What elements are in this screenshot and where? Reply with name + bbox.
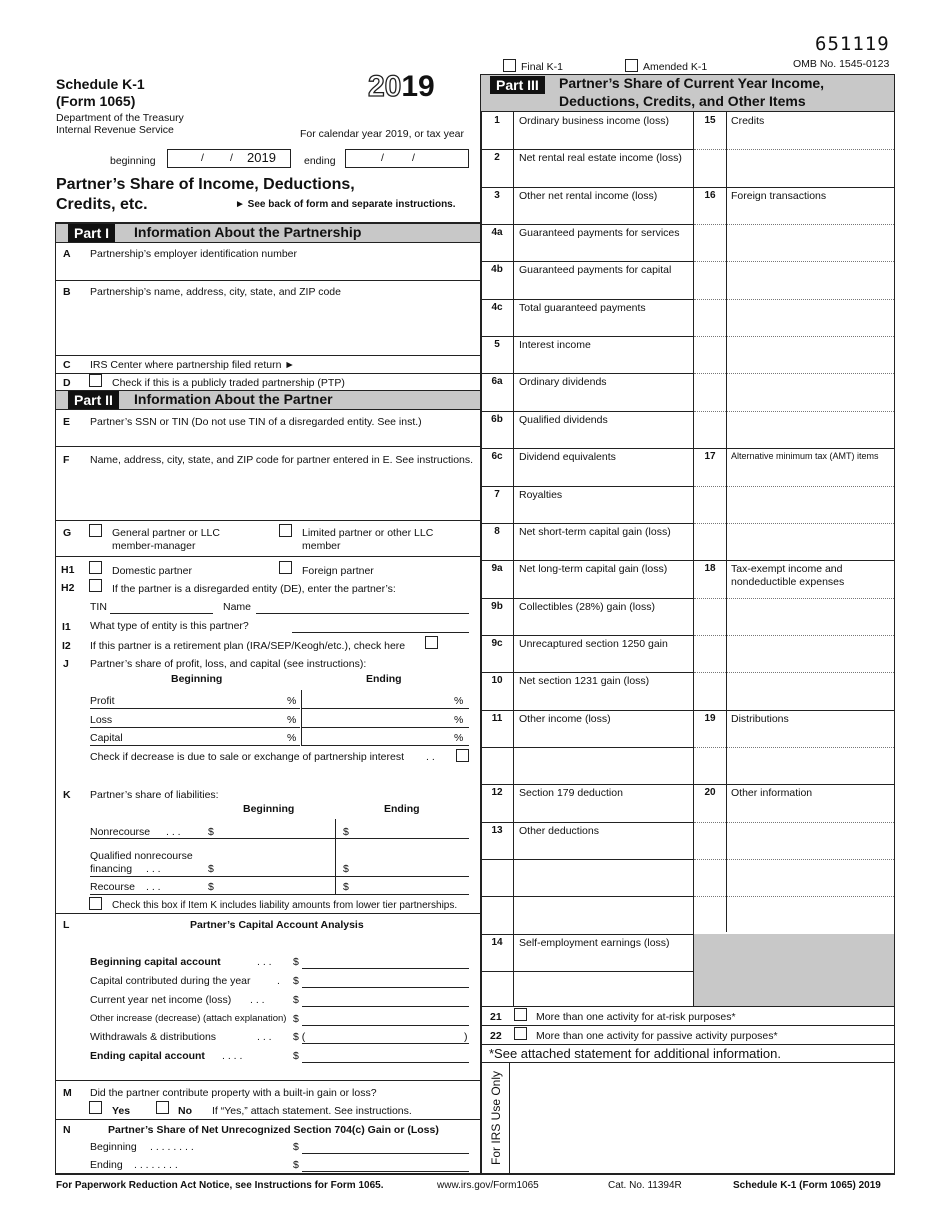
passive-activity-checkbox[interactable]: [514, 1027, 527, 1040]
line-label: Other information: [731, 787, 813, 800]
pct-sign: %: [454, 732, 464, 744]
irs-center-label: IRS Center where partnership filed return ►: [90, 359, 295, 371]
line-amount-field[interactable]: [514, 277, 694, 297]
line-number: 15: [704, 115, 716, 126]
left-right-column-divider: [693, 112, 694, 1006]
share-column-divider: [301, 690, 302, 746]
row-divider: [56, 913, 480, 914]
capital-contributed-label: Capital contributed during the year: [90, 975, 251, 987]
dollar-sign: $: [293, 994, 299, 1006]
line-letter-i2: I2: [62, 640, 71, 652]
line-label: Self-employment earnings (loss): [519, 936, 670, 949]
ending-capital-field[interactable]: [302, 1062, 469, 1063]
line-number: 14: [491, 936, 503, 948]
part2-label: Part II: [68, 391, 119, 409]
retirement-plan-label: If this partner is a retirement plan (IRA/SEP/Keogh/etc.), check here: [90, 640, 406, 652]
paperwork-notice: For Paperwork Reduction Act Notice, see Instructions for Form 1065.: [56, 1180, 384, 1191]
line-letter-m: M: [63, 1087, 72, 1099]
line-label: Net rental real estate income (loss): [519, 152, 682, 165]
line-amount-field[interactable]: [514, 165, 694, 185]
part3-label: Part III: [490, 76, 545, 94]
partnership-ein-field[interactable]: [56, 260, 480, 280]
entity-type-label: What type of entity is this partner?: [90, 620, 249, 632]
capital-beginning-field[interactable]: [90, 745, 300, 746]
partner-ssn-field[interactable]: [56, 428, 480, 446]
dollar-sign: $: [293, 1141, 299, 1153]
line-amount-field[interactable]: [514, 539, 694, 559]
line-label: Unrecaptured section 1250 gain: [519, 637, 668, 650]
line-label: Guaranteed payments for capital: [519, 264, 672, 277]
704c-ending-field[interactable]: [302, 1171, 469, 1172]
line-amount-field[interactable]: [514, 838, 694, 858]
line-number-21: 21: [490, 1011, 502, 1023]
decrease-sale-label: Check if decrease is due to sale or exchange of partnership interest: [90, 751, 405, 763]
leader-dots: . .: [426, 751, 435, 763]
loss-ending-field[interactable]: [302, 727, 469, 728]
line-letter-h1: H1: [61, 564, 75, 576]
beginning-year-value: 2019: [247, 150, 276, 165]
lower-tier-label: Check this box if Item K includes liability amounts from lower tier partnerships.: [112, 900, 458, 911]
line-amount-field[interactable]: [514, 315, 694, 335]
lower-tier-checkbox[interactable]: [89, 897, 102, 910]
line-label: Guaranteed payments for services: [519, 227, 680, 240]
credits-entry-field[interactable]: [695, 561, 894, 596]
line-label: Net short-term capital gain (loss): [519, 525, 671, 538]
line-number: 2: [494, 152, 500, 164]
line-label: Collectibles (28%) gain (loss): [519, 600, 655, 613]
irs-url-link[interactable]: www.irs.gov/Form1065: [437, 1180, 539, 1191]
row-divider: [56, 280, 480, 281]
pct-sign: %: [454, 695, 464, 707]
line-number: 10: [491, 675, 503, 687]
row-divider: [481, 1025, 894, 1026]
line-label: Ordinary business income (loss): [519, 115, 669, 127]
beginning-capital-label: Beginning capital account: [90, 956, 221, 968]
line-number: 8: [494, 525, 500, 537]
pct-sign: %: [287, 695, 297, 707]
credits-entry-field[interactable]: [695, 599, 894, 634]
recourse-beginning-field[interactable]: [90, 894, 335, 895]
ptp-checkbox[interactable]: [89, 374, 102, 387]
partner-name-label: Name, address, city, state, and ZIP code for partner entered in E. See instructions.: [90, 454, 474, 466]
line-number: 12: [491, 787, 503, 799]
line-letter-k: K: [63, 789, 71, 801]
de-tin-field[interactable]: [110, 613, 213, 614]
general-partner-label: General partner or LLC: [112, 527, 220, 539]
credits-entry-field[interactable]: [695, 300, 894, 335]
dollar-sign: $: [343, 826, 349, 838]
line-letter-n: N: [63, 1124, 71, 1136]
line-number: 20: [704, 787, 716, 799]
dollar-sign: $: [343, 863, 349, 875]
capital-ending-field[interactable]: [302, 745, 469, 746]
limited-partner-checkbox[interactable]: [279, 524, 292, 537]
row-divider: [56, 520, 480, 521]
credits-entry-field[interactable]: [695, 673, 894, 708]
at-risk-label: More than one activity for at-risk purposes*: [536, 1011, 736, 1023]
line-label: Foreign transactions: [731, 189, 827, 202]
net-income-field[interactable]: [302, 1006, 469, 1007]
line-label: Net long-term capital gain (loss): [519, 563, 668, 576]
limited-partner-label-2: member: [302, 540, 341, 552]
leader-dots: . . .: [146, 863, 161, 875]
line-number: 18: [704, 563, 716, 575]
line-amount-field[interactable]: [514, 427, 694, 447]
credits-entry-field[interactable]: [695, 636, 894, 671]
leader-dots: . . . .: [222, 1050, 243, 1062]
partnership-name-label: Partnership’s name, address, city, state, and ZIP code: [90, 286, 341, 298]
704c-beginning-label: Beginning: [90, 1141, 137, 1153]
credits-entry-field[interactable]: [695, 374, 894, 409]
credits-entry-field[interactable]: [695, 113, 894, 148]
line-number: 6a: [491, 376, 503, 388]
line-amount-field[interactable]: [514, 688, 694, 708]
row-divider: [481, 1044, 894, 1045]
at-risk-checkbox[interactable]: [514, 1008, 527, 1021]
general-partner-label-2: member-manager: [112, 540, 196, 552]
entity-type-field[interactable]: [292, 632, 469, 633]
line-number: 17: [704, 451, 716, 463]
catalog-number: Cat. No. 11394R: [608, 1180, 682, 1191]
pct-sign: %: [454, 714, 464, 726]
line-letter-i1: I1: [62, 621, 71, 633]
beginning-label: beginning: [110, 155, 156, 167]
leader-dots: . . . . . . . .: [134, 1159, 178, 1171]
date-slash: /: [201, 152, 204, 164]
liabilities-ending-header: Ending: [384, 803, 420, 815]
line-letter-g: G: [63, 527, 72, 539]
profit-beginning-field[interactable]: [90, 708, 300, 709]
date-slash: /: [230, 152, 233, 164]
partner-name-field[interactable]: [56, 466, 480, 520]
general-partner-checkbox[interactable]: [89, 524, 102, 537]
passive-activity-label: More than one activity for passive activity purposes*: [536, 1030, 778, 1042]
liabilities-beginning-header: Beginning: [243, 803, 295, 815]
line-number: 6b: [491, 413, 503, 425]
foreign-partner-label: Foreign partner: [302, 565, 374, 577]
line-label: Total guaranteed payments: [519, 301, 646, 314]
beginning-date-field[interactable]: [167, 149, 291, 168]
line-number: 19: [704, 712, 716, 724]
leader-dots: . . . . . . . .: [150, 1141, 194, 1153]
ending-capital-label: Ending capital account: [90, 1050, 205, 1062]
final-k1-label: Final K-1: [521, 61, 564, 73]
line-number: 9c: [491, 637, 503, 649]
dept-treasury: Department of the Treasury: [56, 112, 184, 124]
line-letter-f: F: [63, 454, 70, 466]
credits-entry-field[interactable]: [695, 337, 894, 372]
704c-beginning-field[interactable]: [302, 1153, 469, 1154]
attached-statement-note: *See attached statement for additional information.: [489, 1046, 781, 1061]
ptp-label: Check if this is a publicly traded partnership (PTP): [112, 377, 345, 389]
line-number: 4a: [491, 227, 503, 239]
credits-entry-field[interactable]: [695, 711, 894, 746]
line-letter-a: A: [63, 248, 71, 260]
dollar-sign: $: [293, 1050, 299, 1062]
leader-dots: . . .: [257, 956, 272, 968]
line-label-2: nondeductible expenses: [731, 576, 845, 589]
calendar-year-note: For calendar year 2019, or tax year: [300, 128, 465, 140]
line-amount-field[interactable]: [514, 950, 694, 970]
profit-label: Profit: [90, 695, 115, 707]
credits-entry-field[interactable]: [695, 897, 894, 932]
line-number: 3: [494, 189, 500, 201]
recourse-ending-field[interactable]: [336, 894, 469, 895]
dollar-sign: $: [293, 956, 299, 968]
form-title: (Form 1065): [56, 93, 136, 109]
builtin-gain-no-checkbox[interactable]: [156, 1101, 169, 1114]
line-label: Tax-exempt income and: [731, 563, 843, 576]
line-label: Other net rental income (loss): [519, 189, 658, 202]
withdrawals-paren-close: ): [464, 1031, 468, 1043]
de-name-field[interactable]: [256, 613, 469, 614]
liabilities-label: Partner’s share of liabilities:: [90, 789, 219, 801]
line-label: Alternative minimum tax (AMT) items: [731, 451, 879, 462]
line-number: 4b: [491, 264, 503, 276]
frame-center-line: [480, 74, 482, 1174]
line-letter-h2: H2: [61, 582, 75, 594]
line-amount-field[interactable]: [514, 352, 694, 372]
frame-bottom-line: [55, 1173, 895, 1175]
dollar-sign: $: [208, 826, 214, 838]
amended-k1-checkbox[interactable]: [625, 59, 638, 72]
line-number: 16: [704, 189, 716, 201]
line-number: 1: [494, 115, 500, 126]
leader-dots: . . .: [146, 881, 161, 893]
qualified-nonrecourse-ending-field[interactable]: [336, 876, 469, 877]
part1-title: Information About the Partnership: [134, 224, 362, 240]
line-letter-e: E: [63, 416, 71, 428]
nonrecourse-beginning-field[interactable]: [90, 838, 335, 839]
shaded-area: [694, 934, 894, 1006]
capital-account-title: Partner’s Capital Account Analysis: [190, 919, 364, 931]
withdrawals-paren-open: $ (: [293, 1031, 306, 1043]
credits-entry-field[interactable]: [695, 262, 894, 297]
line-label: Royalties: [519, 488, 563, 501]
line-number: 7: [494, 488, 500, 500]
other-increase-field[interactable]: [302, 1025, 469, 1026]
yes-label: Yes: [112, 1105, 131, 1117]
omb-number: OMB No. 1545-0123: [793, 58, 890, 70]
dollar-sign: $: [343, 881, 349, 893]
limited-partner-label: Limited partner or other LLC: [302, 527, 434, 539]
profit-ending-field[interactable]: [302, 708, 469, 709]
line-amount-field[interactable]: [514, 614, 694, 634]
credits-entry-field[interactable]: [695, 225, 894, 260]
line-letter-l: L: [63, 919, 70, 931]
line-number: 9b: [491, 600, 503, 612]
line-label: Other deductions: [519, 824, 599, 837]
builtin-gain-note: If “Yes,” attach statement. See instructions.: [212, 1105, 412, 1117]
line-amount-field[interactable]: [514, 912, 694, 932]
date-slash: /: [381, 152, 384, 164]
line-amount-field[interactable]: [514, 502, 694, 522]
partnership-name-field[interactable]: [56, 298, 480, 354]
recourse-label: Recourse: [90, 881, 135, 893]
loss-beginning-field[interactable]: [90, 727, 300, 728]
frame-left-line: [55, 222, 56, 1174]
tax-year-light: 20: [368, 70, 402, 103]
credits-entry-field[interactable]: [695, 823, 894, 858]
foreign-partner-checkbox[interactable]: [279, 561, 292, 574]
see-back-note: ► See back of form and separate instructions.: [235, 199, 456, 210]
line-amount-field[interactable]: [514, 875, 694, 895]
credits-entry-field[interactable]: [695, 188, 894, 223]
line-label: Credits: [731, 115, 765, 127]
frame-right-line: [894, 74, 895, 1174]
withdrawals-field[interactable]: [302, 1043, 469, 1044]
credits-entry-field[interactable]: [695, 412, 894, 447]
schedule-title: Schedule K-1: [56, 76, 145, 92]
capital-contributed-field[interactable]: [302, 987, 469, 988]
withdrawals-label: Withdrawals & distributions: [90, 1031, 217, 1043]
line-amount-field[interactable]: [514, 576, 694, 596]
decrease-sale-checkbox[interactable]: [456, 749, 469, 762]
ending-label: ending: [304, 155, 336, 167]
share-ending-header: Ending: [366, 673, 402, 685]
line-letter-j: J: [63, 658, 69, 670]
credits-entry-field[interactable]: [695, 748, 894, 783]
row-divider: [481, 1006, 894, 1007]
line-amount-field[interactable]: [514, 389, 694, 409]
other-increase-label: Other increase (decrease) (attach explanation): [90, 1013, 287, 1024]
final-k1-checkbox[interactable]: [503, 59, 516, 72]
pct-sign: %: [287, 732, 297, 744]
main-title-line2: Credits, etc.: [56, 196, 148, 213]
line-amount-field[interactable]: [514, 726, 694, 746]
retirement-plan-checkbox[interactable]: [425, 636, 438, 649]
tax-year: [368, 72, 435, 102]
irs-label: Internal Revenue Service: [56, 124, 174, 136]
pct-sign: %: [287, 714, 297, 726]
line-label: Qualified dividends: [519, 413, 608, 426]
line-letter-c: C: [63, 359, 71, 371]
credits-entry-field[interactable]: [695, 785, 894, 820]
ending-date-field[interactable]: [345, 149, 469, 168]
line-label: Net section 1231 gain (loss): [519, 675, 650, 688]
dollar-sign: $: [293, 1159, 299, 1171]
line-label: Interest income: [519, 339, 591, 352]
dollar-sign: $: [293, 975, 299, 987]
beginning-capital-field[interactable]: [302, 968, 469, 969]
de-name-label: Name: [223, 601, 252, 613]
credits-entry-field[interactable]: [695, 449, 894, 484]
line-amount-field[interactable]: [514, 800, 694, 820]
liabilities-column-divider: [335, 819, 336, 895]
line-label: Section 179 deduction: [519, 787, 623, 800]
loss-label: Loss: [90, 714, 113, 726]
builtin-gain-label: Did the partner contribute property with a built-in gain or loss?: [90, 1087, 377, 1099]
section-704c-label: Partner’s Share of Net Unrecognized Section 704(c) Gain or (Loss): [108, 1124, 439, 1136]
leader-dots: . . .: [250, 994, 265, 1006]
builtin-gain-yes-checkbox[interactable]: [89, 1101, 102, 1114]
footer-form-id: Schedule K-1 (Form 1065) 2019: [733, 1180, 881, 1191]
line-number: 11: [491, 712, 503, 724]
qualified-nonrecourse-label: Qualified nonrecourse: [90, 850, 193, 862]
704c-ending-label: Ending: [90, 1159, 123, 1171]
share-beginning-header: Beginning: [171, 673, 223, 685]
amended-k1-label: Amended K-1: [643, 61, 708, 73]
net-income-label: Current year net income (loss): [90, 994, 232, 1006]
part1-label: Part I: [68, 224, 115, 242]
domestic-partner-checkbox[interactable]: [89, 561, 102, 574]
share-pct-label: Partner’s share of profit, loss, and capital (see instructions):: [90, 658, 367, 670]
line-amount-field[interactable]: [514, 203, 694, 223]
dollar-sign: $: [208, 863, 214, 875]
irs-use-only-label: For IRS Use Only: [489, 1070, 503, 1166]
credits-entry-field[interactable]: [695, 487, 894, 522]
row-divider: [56, 446, 480, 447]
partner-ssn-label: Partner’s SSN or TIN (Do not use TIN of a disregarded entity. See inst.): [90, 416, 422, 428]
no-label: No: [178, 1105, 192, 1117]
line-number: 5: [494, 339, 500, 351]
nonrecourse-ending-field[interactable]: [336, 838, 469, 839]
line-label: Dividend equivalents: [519, 451, 616, 464]
line-number-22: 22: [490, 1030, 502, 1042]
disregarded-entity-checkbox[interactable]: [89, 579, 102, 592]
domestic-partner-label: Domestic partner: [112, 565, 192, 577]
part2-title: Information About the Partner: [134, 391, 333, 407]
capital-label: Capital: [90, 732, 123, 744]
line-label: Distributions: [731, 712, 789, 725]
date-slash: /: [412, 152, 415, 164]
line-label: Other income (loss): [519, 712, 611, 725]
row-divider: [56, 1080, 480, 1081]
part3-title-line1: Partner’s Share of Current Year Income,: [559, 75, 825, 91]
de-tin-label: TIN: [90, 601, 107, 613]
row-divider: [56, 1119, 480, 1120]
dollar-sign: $: [293, 1013, 299, 1025]
line-number: 9a: [491, 563, 503, 575]
partnership-ein-label: Partnership’s employer identification number: [90, 248, 297, 260]
number-column-divider: [513, 112, 514, 1006]
line-number: 4c: [491, 301, 503, 313]
form-number: 651119: [815, 33, 890, 55]
main-title-line1: Partner’s Share of Income, Deductions,: [56, 176, 355, 193]
line-amount-field[interactable]: [514, 987, 694, 1007]
nonrecourse-label: Nonrecourse: [90, 826, 151, 838]
credits-entry-field[interactable]: [695, 150, 894, 185]
row-divider: [56, 355, 480, 356]
line-amount-field[interactable]: [514, 464, 694, 484]
irs-use-area[interactable]: [510, 1063, 894, 1173]
line-letter-b: B: [63, 286, 71, 298]
row-divider: [56, 556, 480, 557]
line-amount-field[interactable]: [514, 240, 694, 260]
leader-dots: . . .: [166, 826, 181, 838]
line-letter-d: D: [63, 377, 71, 389]
credits-entry-field[interactable]: [695, 524, 894, 559]
leader-dots: . . .: [257, 1031, 272, 1043]
line-amount-field[interactable]: [514, 763, 694, 783]
qualified-nonrecourse-label-2: financing: [90, 863, 133, 875]
line-number: 6c: [491, 451, 503, 463]
line-label: Ordinary dividends: [519, 376, 607, 389]
qualified-nonrecourse-beginning-field[interactable]: [90, 876, 335, 877]
part3-title-line2: Deductions, Credits, and Other Items: [559, 93, 806, 109]
leader-dots: .: [277, 975, 280, 987]
line-number: 13: [491, 824, 503, 836]
dollar-sign: $: [208, 881, 214, 893]
credits-entry-field[interactable]: [695, 860, 894, 895]
tax-year-bold: 19: [401, 70, 435, 103]
line-amount-field[interactable]: [514, 128, 694, 148]
disregarded-entity-label: If the partner is a disregarded entity (DE), enter the partner’s:: [112, 583, 396, 595]
line-amount-field[interactable]: [514, 651, 694, 671]
row-divider: [56, 373, 480, 374]
